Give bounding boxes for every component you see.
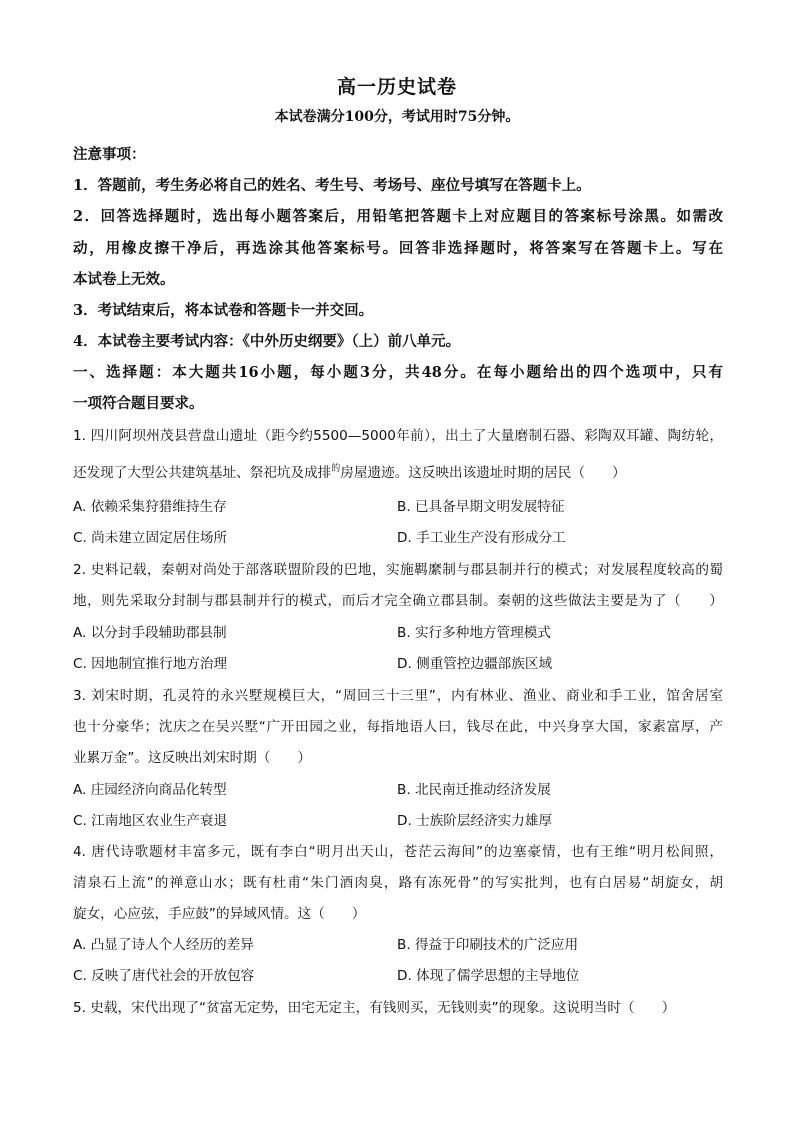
- question-3-line-1: 3. 刘宋时期，孔灵符的永兴墅规模巨大，“周回三十三里”，内有林业、渔业、商业和手工业，馆舍居室: [73, 688, 723, 704]
- exam-title: 高一历史试卷: [336, 76, 457, 98]
- note-item-2-line-1: 2．回答选择题时，选出每小题答案后，用铅笔把答题卡上对应题目的答案标号涂黑。如需改: [73, 208, 723, 225]
- question-2-line-2: 地，则先采取分封制与郡县制并行的模式，而后才完全确立郡县制。秦朝的这些做法主要是为了（ ）: [73, 593, 723, 609]
- question-3-option-b[interactable]: B. 北民南迁推动经济发展: [397, 782, 551, 798]
- note-item-3: 3．考试结束后，将本试卷和答题卡一并交回。: [73, 302, 374, 319]
- section-heading-line-1: 一、选择题：本大题共16小题，每小题3分，共48分。在每小题给出的四个选项中，只有: [73, 364, 723, 381]
- question-1-text-b: 房屋遗迹。这反映出该遗址时期的居民（ ）: [340, 465, 626, 481]
- notes-heading: 注意事项：: [73, 146, 146, 163]
- question-3-line-3: 业累万金”。这反映出刘宋时期（ ）: [73, 750, 312, 766]
- question-2-line-1: 2. 史料记载，秦朝对尚处于部落联盟阶段的巴地，实施羁縻制与郡县制并行的模式；对发展程度较高的蜀: [73, 562, 723, 578]
- question-3-option-d[interactable]: D. 士族阶层经济实力雄厚: [397, 813, 553, 829]
- question-1-line-1: 1. 四川阿坝州茂县营盘山遗址（距今约5500—5000年前），出土了大量磨制石器、彩陶双耳罐、陶纺轮，: [73, 428, 723, 444]
- question-1-line-2: [73, 461, 723, 481]
- note-item-2-line-3: 本试卷上无效。: [73, 271, 175, 288]
- question-5-line-1: 5. 史载，宋代出现了“贫富无定势，田宅无定主，有钱则买，无钱则卖”的现象。这说明当时（ ）: [73, 1000, 676, 1016]
- question-4-line-1: 4. 唐代诗歌题材丰富多元，既有李白“明月出天山，苍茫云海间”的边塞豪情，也有王维“明月松间照，: [73, 844, 723, 860]
- note-item-1: 1．答题前，考生务必将自己的姓名、考生号、考场号、座位号填写在答题卡上。: [73, 177, 591, 194]
- question-2-option-a[interactable]: A. 以分封手段辅助郡县制: [73, 625, 227, 641]
- question-2-option-c[interactable]: C. 因地制宜推行地方治理: [73, 656, 228, 672]
- note-item-2-line-2: 动，用橡皮擦干净后，再选涂其他答案标号。回答非选择题时，将答案写在答题卡上。写在: [73, 240, 723, 257]
- question-3-option-c[interactable]: C. 江南地区农业生产衰退: [73, 813, 228, 829]
- note-item-4: 4．本试卷主要考试内容：《中外历史纲要》（上）前八单元。: [73, 333, 461, 350]
- question-2-option-b[interactable]: B. 实行多种地方管理模式: [397, 625, 551, 641]
- question-4-line-2: 清泉石上流”的禅意山水；既有杜甫“朱门酒肉臭，路有冻死骨”的写实批判，也有白居易“胡旋女，胡: [73, 875, 723, 891]
- question-1-text-a: 还发现了大型公共建筑基址、祭祀坑及成排: [73, 465, 332, 481]
- question-4-line-3: 旋女，心应弦，手应鼓”的异域风情。这（ ）: [73, 906, 366, 922]
- question-1-option-a[interactable]: A. 依赖采集狩猎维持生存: [73, 499, 227, 515]
- question-4-option-d[interactable]: D. 体现了儒学思想的主导地位: [397, 968, 580, 984]
- question-4-option-a[interactable]: A. 凸显了诗人个人经历的差异: [73, 937, 254, 953]
- question-3-option-a[interactable]: A. 庄园经济向商品化转型: [73, 782, 227, 798]
- section-heading-line-2: 一项符合题目要求。: [73, 395, 204, 412]
- question-1-option-c[interactable]: C. 尚未建立固定居住场所: [73, 530, 228, 546]
- question-4-option-c[interactable]: C. 反映了唐代社会的开放包容: [73, 968, 255, 984]
- question-1-option-b[interactable]: B. 已具备早期文明发展特征: [397, 499, 565, 515]
- question-1-option-d[interactable]: D. 手工业生产没有形成分工: [397, 530, 566, 546]
- question-3-line-2: 也十分豪华；沈庆之在吴兴墅“广开田园之业，每指地语人曰，钱尽在此，中兴身享大国，家素富厚，产: [73, 719, 723, 735]
- question-1-superscript: 的: [331, 464, 341, 474]
- question-4-option-b[interactable]: B. 得益于印刷技术的广泛应用: [397, 937, 579, 953]
- exam-subtitle: 本试卷满分100分，考试用时75分钟。: [274, 109, 520, 125]
- question-2-option-d[interactable]: D. 侧重管控边疆部族区域: [397, 656, 553, 672]
